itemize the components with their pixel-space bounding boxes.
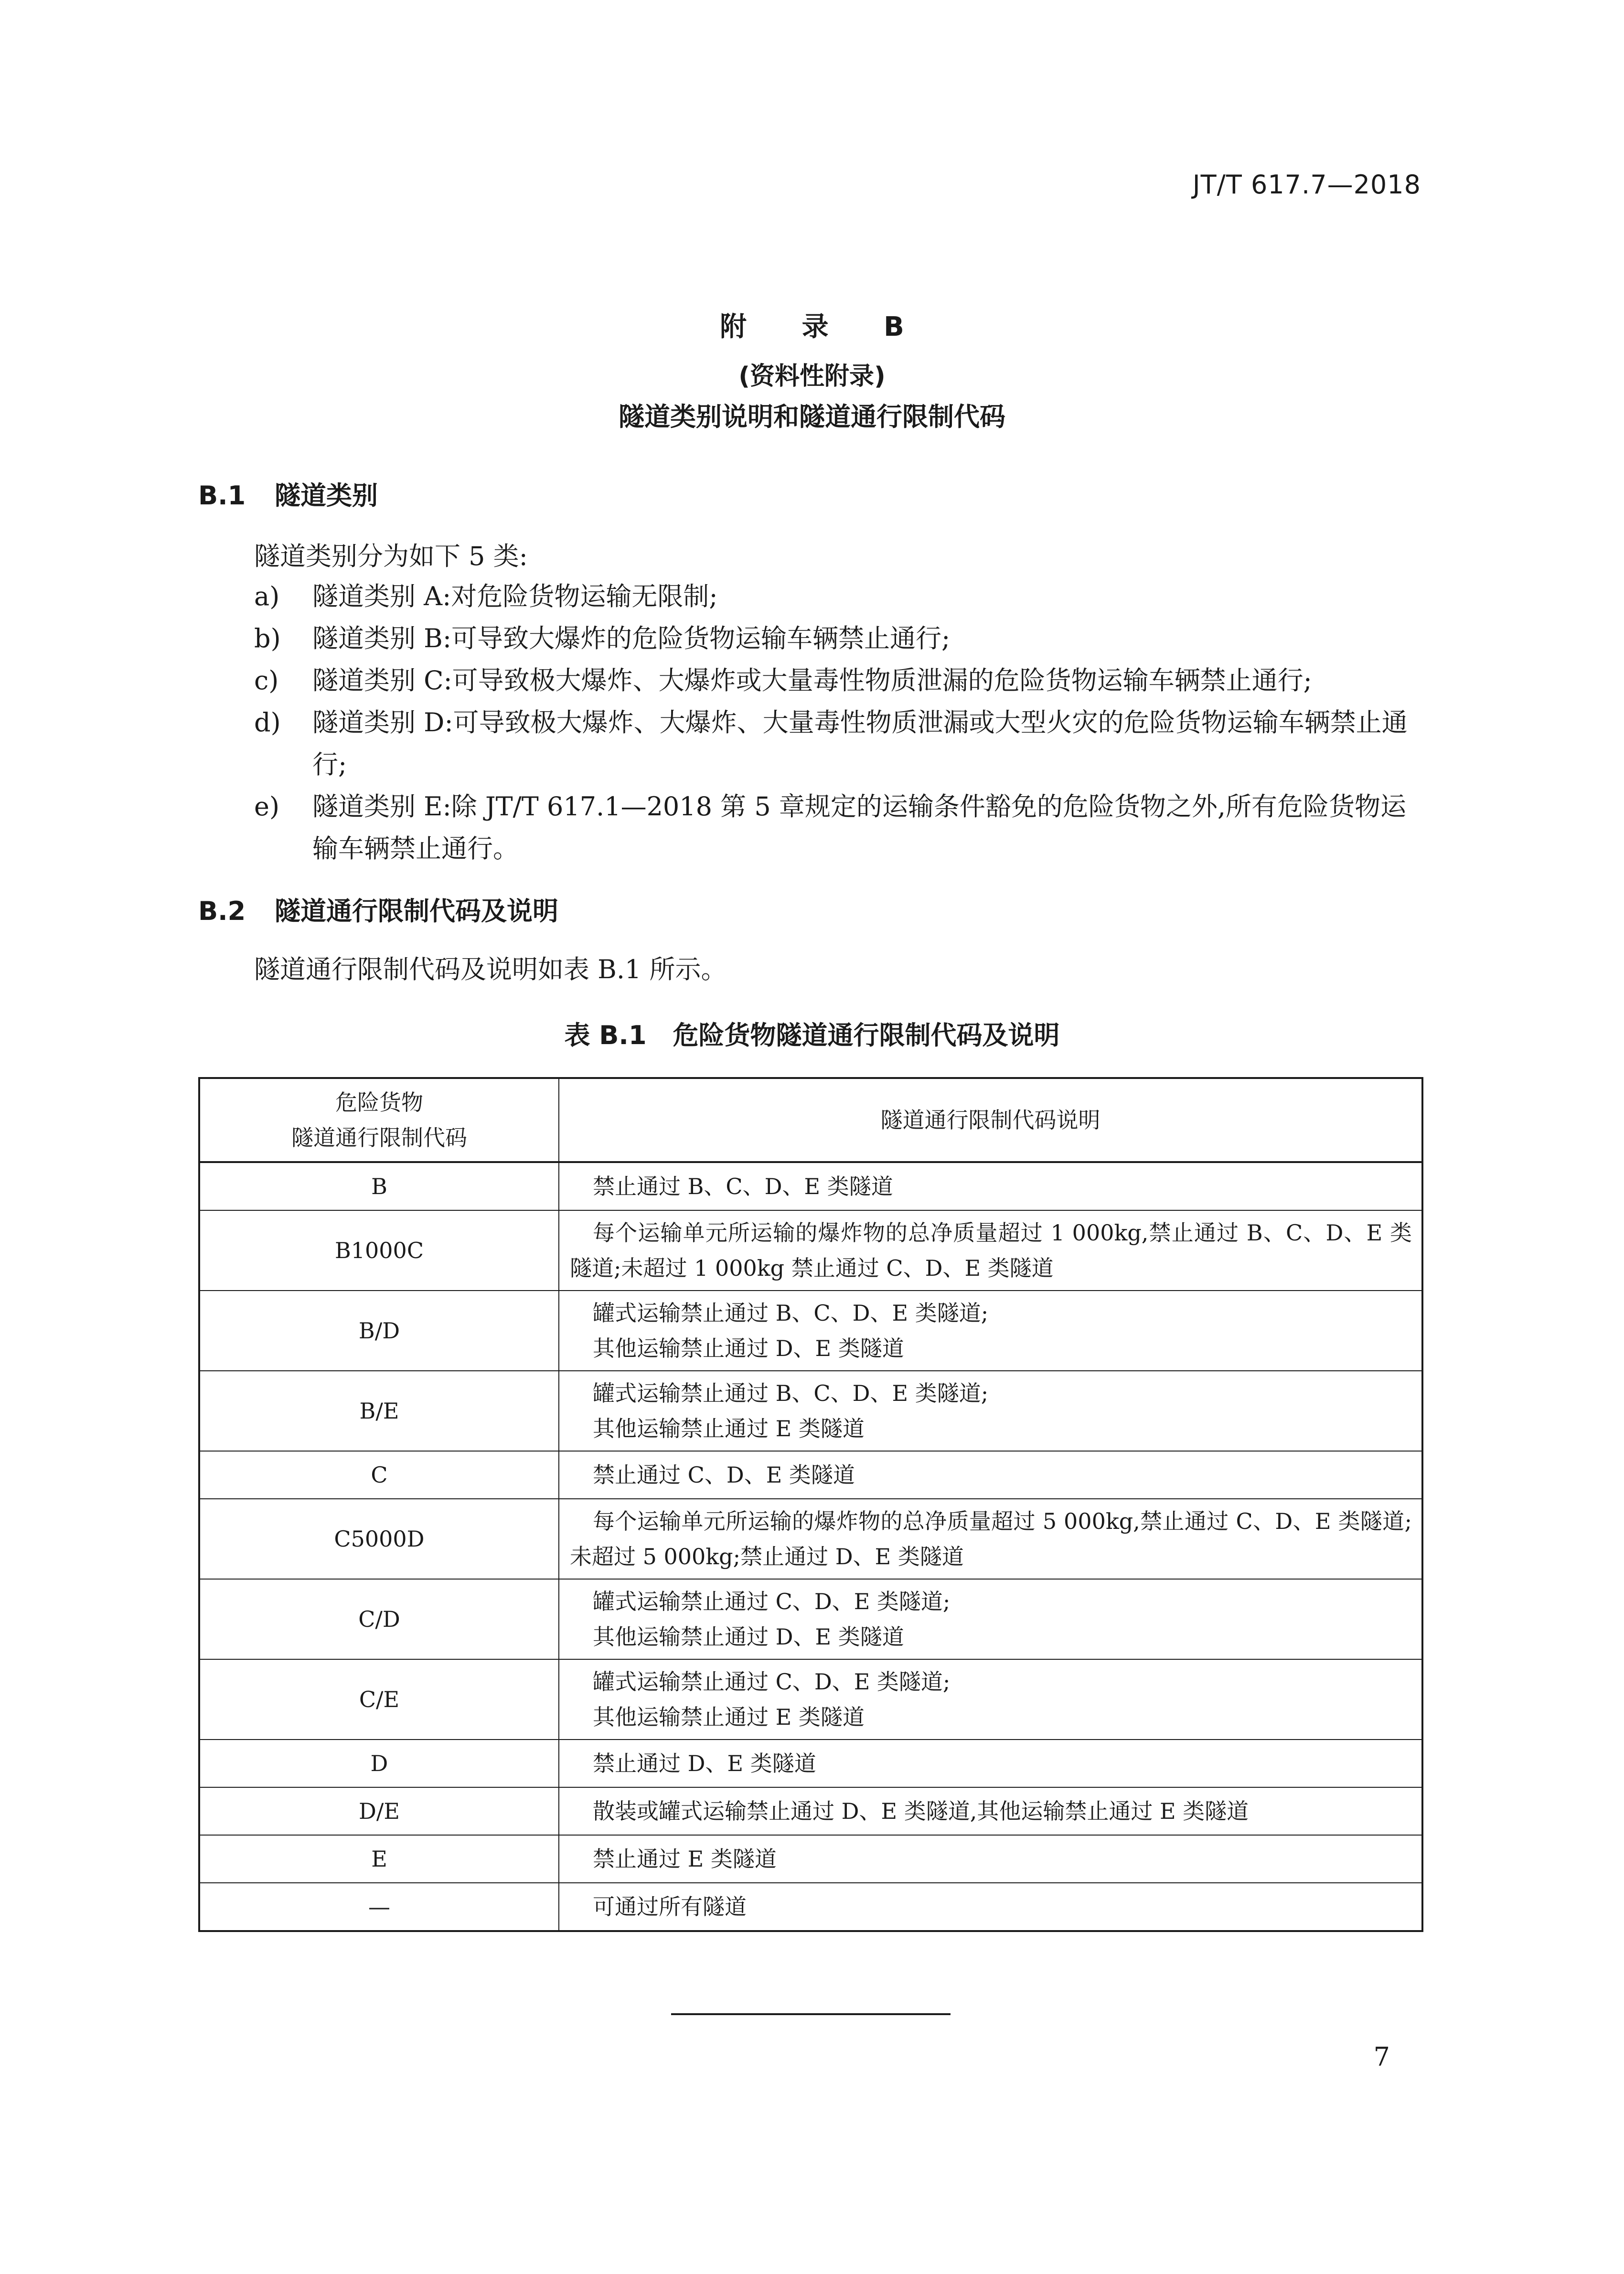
list-marker: e) [254,791,280,822]
description-line: 其他运输禁止通过 D、E 类隧道 [593,1624,904,1650]
table-row [199,1883,1422,1931]
table-row [199,1451,1422,1499]
list-text: 隧道类别 A:对危险货物运输无限制; [312,581,718,611]
description-cell [559,1371,1422,1451]
table-row [199,1787,1422,1835]
code-cell: C/D [199,1579,559,1659]
list-text: 隧道类别 C:可导致极大爆炸、大爆炸或大量毒性物质泄漏的危险货物运输车辆禁止通行; [312,665,1312,695]
description-line: 禁止通过 C、D、E 类隧道 [593,1462,855,1488]
description-line: 散装或罐式运输禁止通过 D、E 类隧道,其他运输禁止通过 E 类隧道 [593,1798,1249,1824]
description-cell [559,1740,1422,1787]
page-number: 7 [1373,2042,1390,2072]
list-item [254,702,1422,786]
list-text: 隧道类别 D:可导致极大爆炸、大爆炸、大量毒性物质泄漏或大型火灾的危险货物运输车辆禁止通行; [312,707,1408,779]
code-cell: B [199,1162,559,1210]
header-code [199,1078,559,1162]
description-cell [559,1835,1422,1883]
code-cell: B1000C [199,1210,559,1291]
tunnel-category-list [254,576,1422,870]
code-cell: C5000D [199,1499,559,1579]
table-row [199,1835,1422,1883]
header-code-line: 隧道通行限制代码 [291,1125,467,1151]
code-cell: — [199,1883,559,1931]
description-cell [559,1659,1422,1740]
table-row [199,1162,1422,1210]
section-title: 隧道类别 [275,480,378,511]
document-code: JT/T 617.7—2018 [1192,170,1421,200]
description-cell [559,1787,1422,1835]
table-caption-title: 危险货物隧道通行限制代码及说明 [673,1020,1060,1050]
table-row [199,1499,1422,1579]
description-line: 其他运输禁止通过 D、E 类隧道 [593,1335,904,1361]
footer-rule [671,2013,951,2015]
code-cell: B/E [199,1371,559,1451]
list-text: 隧道类别 E:除 JT/T 617.1—2018 第 5 章规定的运输条件豁免的危险货物之外,所有危险货物运输车辆禁止通行。 [312,791,1407,864]
list-item [254,618,1422,660]
description-cell [559,1499,1422,1579]
code-cell: E [199,1835,559,1883]
table-row [199,1371,1422,1451]
description-cell [559,1451,1422,1499]
description-line: 禁止通过 E 类隧道 [593,1846,777,1872]
list-marker: c) [254,665,279,695]
list-marker: b) [254,623,281,653]
annex-heading: 附 录 B [720,311,927,342]
description-line: 罐式运输禁止通过 C、D、E 类隧道; [593,1669,951,1695]
list-item [254,786,1422,870]
table-caption [0,1015,1624,1052]
code-cell: C/E [199,1659,559,1740]
list-item [254,660,1422,702]
section-b1-intro: 隧道类别分为如下 5 类: [254,541,528,571]
description-line: 每个运输单元所运输的爆炸物的总净质量超过 1 000kg,禁止通过 B、C、D、E 类隧道;未超过 1 000kg 禁止通过 C、D、E 类隧道 [570,1220,1412,1281]
restriction-code-table [198,1077,1423,1932]
section-heading-b1 [198,475,378,512]
description-line: 禁止通过 B、C、D、E 类隧道 [593,1174,893,1199]
section-title: 隧道通行限制代码及说明 [275,896,558,926]
description-line: 罐式运输禁止通过 C、D、E 类隧道; [593,1589,951,1614]
table-row [199,1579,1422,1659]
description-line: 罐式运输禁止通过 B、C、D、E 类隧道; [593,1300,989,1326]
table-row [199,1659,1422,1740]
annex-subtitle: 隧道类别说明和隧道通行限制代码 [619,402,1005,432]
annex-type: (资料性附录) [738,362,886,391]
header-description: 隧道通行限制代码说明 [559,1078,1422,1162]
section-heading-b2 [198,891,558,928]
section-number: B.2 [198,896,246,926]
list-marker: d) [254,707,281,737]
table-header-row [199,1078,1422,1162]
table-body [199,1162,1422,1931]
description-line: 可通过所有隧道 [593,1894,747,1920]
list-item [254,576,1422,618]
list-marker: a) [254,581,280,611]
table-row [199,1210,1422,1291]
code-cell: B/D [199,1291,559,1371]
table-caption-number: 表 B.1 [564,1020,647,1050]
header-code-line: 危险货物 [335,1089,423,1115]
description-line: 禁止通过 D、E 类隧道 [593,1751,816,1776]
section-number: B.1 [198,480,246,511]
section-b2-intro: 隧道通行限制代码及说明如表 B.1 所示。 [254,954,727,984]
description-cell [559,1162,1422,1210]
code-cell: D [199,1740,559,1787]
description-line: 罐式运输禁止通过 B、C、D、E 类隧道; [593,1380,989,1406]
description-line: 其他运输禁止通过 E 类隧道 [593,1416,865,1441]
code-cell: D/E [199,1787,559,1835]
table-row [199,1291,1422,1371]
description-cell [559,1291,1422,1371]
table-row [199,1740,1422,1787]
description-cell [559,1579,1422,1659]
description-line: 其他运输禁止通过 E 类隧道 [593,1704,865,1730]
list-text: 隧道类别 B:可导致大爆炸的危险货物运输车辆禁止通行; [312,623,951,653]
description-cell [559,1883,1422,1931]
description-cell [559,1210,1422,1291]
code-cell: C [199,1451,559,1499]
description-line: 每个运输单元所运输的爆炸物的总净质量超过 5 000kg,禁止通过 C、D、E 类隧道;未超过 5 000kg;禁止通过 D、E 类隧道 [570,1508,1412,1569]
